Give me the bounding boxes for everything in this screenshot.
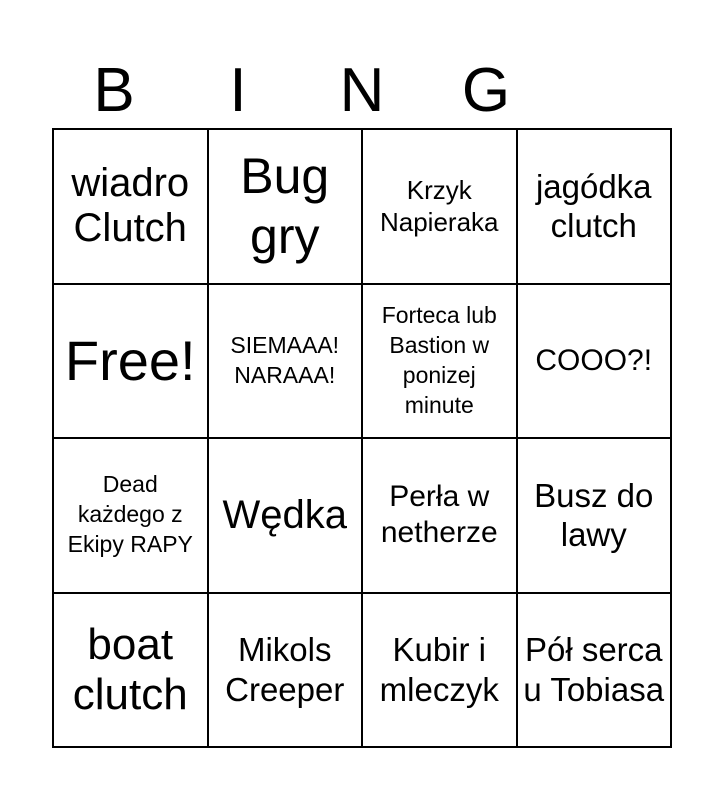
bingo-cell[interactable]: Bug gry	[209, 130, 364, 285]
bingo-cell-free[interactable]: Free!	[54, 285, 209, 440]
header-letter-i: I	[229, 56, 247, 125]
bingo-cell[interactable]: jagódka clutch	[518, 130, 673, 285]
bingo-header	[52, 56, 672, 126]
bingo-cell[interactable]: Perła w netherze	[363, 439, 518, 594]
bingo-cell[interactable]: Forteca lub Bastion w ponizej minute	[363, 285, 518, 440]
bingo-cell[interactable]: Wędka	[209, 439, 364, 594]
header-letter-n: N	[339, 56, 385, 125]
bingo-cell[interactable]: COOO?!	[518, 285, 673, 440]
bingo-cell[interactable]: Busz do lawy	[518, 439, 673, 594]
bingo-cell[interactable]: Krzyk Napieraka	[363, 130, 518, 285]
bingo-cell[interactable]: Mikols Creeper	[209, 594, 364, 749]
bingo-cell[interactable]: boat clutch	[54, 594, 209, 749]
bingo-cell[interactable]: SIEMAAA! NARAAA!	[209, 285, 364, 440]
header-letter-b: B	[93, 56, 135, 125]
header-letter-g: G	[461, 56, 511, 125]
bingo-cell[interactable]: Kubir i mleczyk	[363, 594, 518, 749]
bingo-cell[interactable]: wiadro Clutch	[54, 130, 209, 285]
bingo-cell[interactable]: Dead każdego z Ekipy RAPY	[54, 439, 209, 594]
bingo-board	[52, 128, 672, 748]
bingo-cell[interactable]: Pół serca u Tobiasa	[518, 594, 673, 749]
